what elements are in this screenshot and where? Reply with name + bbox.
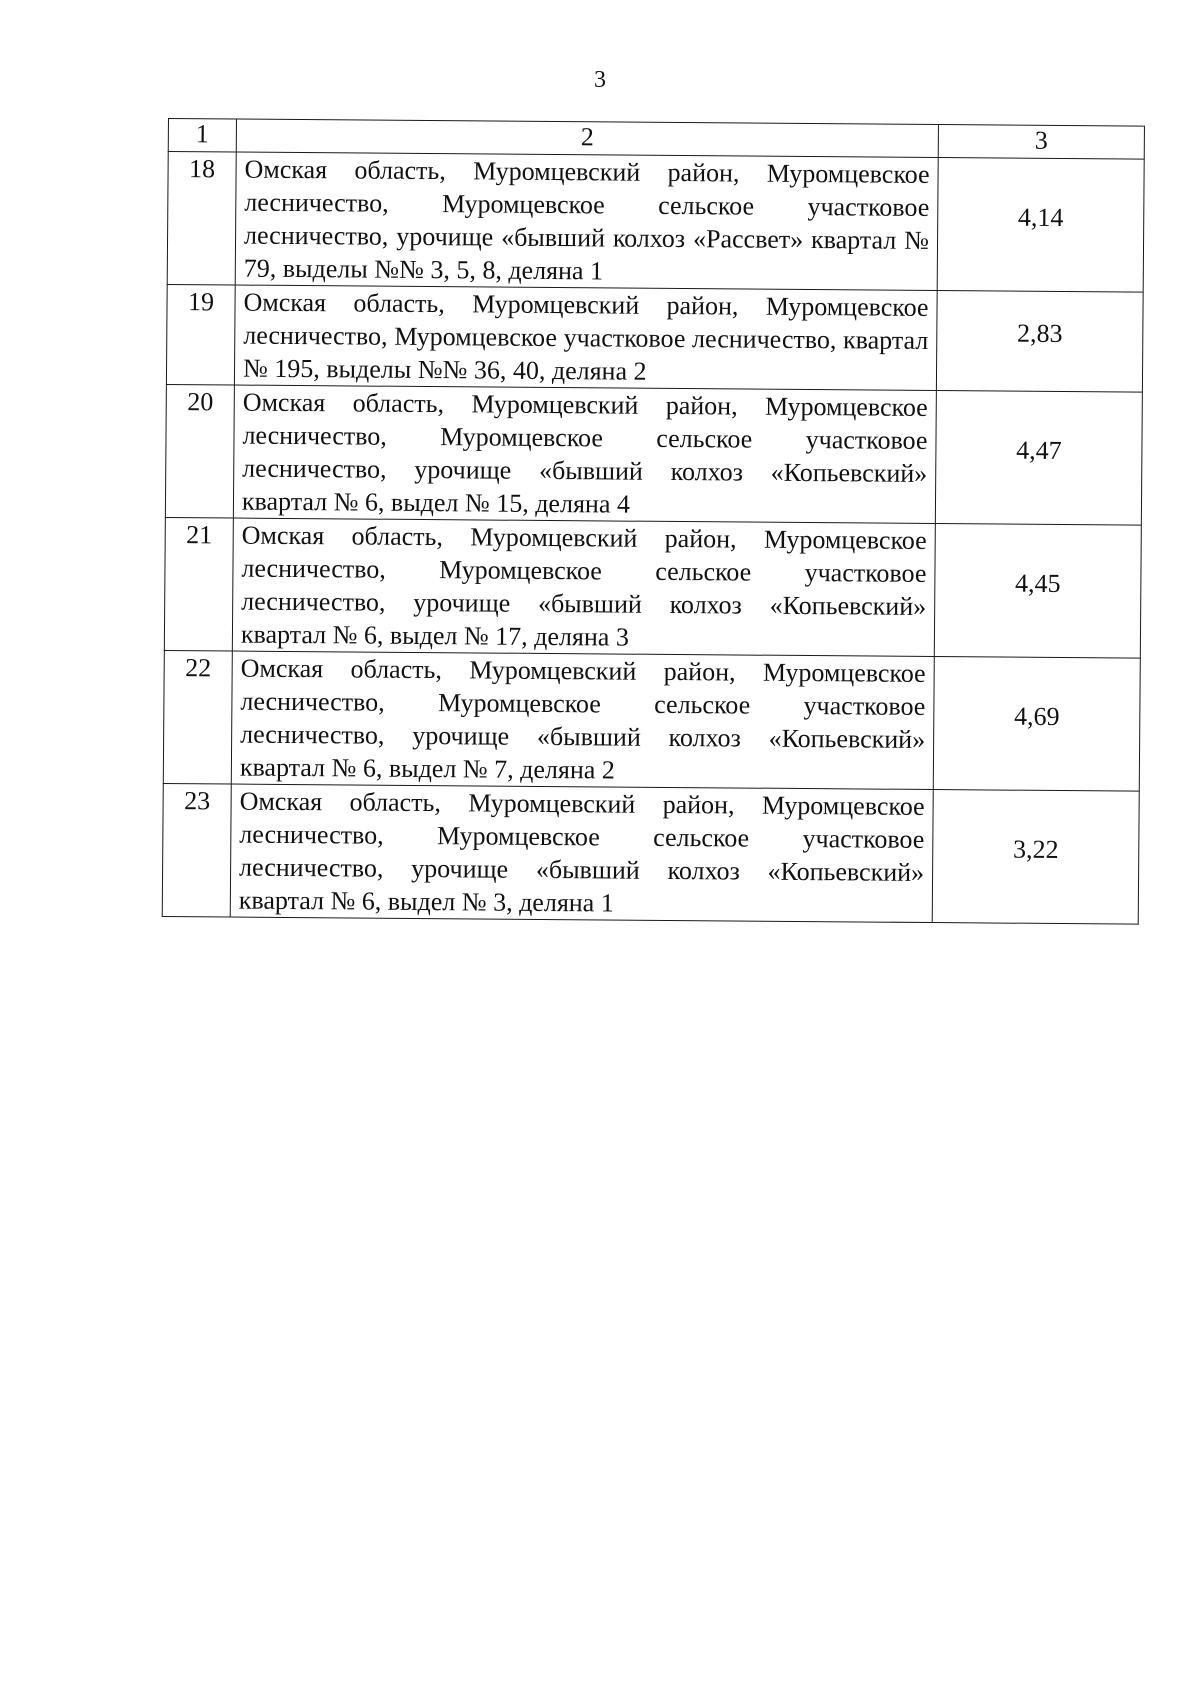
- row-location: Омская область, Муромцевский район, Муромцевское лесничество, Муромцевское сельское участковое лесничество, урочище «бывший колхоз «Копьевский» квартал № 6, выдел № 3, деляна 1: [230, 784, 933, 923]
- row-area-cell: [936, 291, 1143, 393]
- row-area: 3,22: [1012, 834, 1059, 864]
- row-area: 2,83: [1016, 318, 1063, 349]
- table-row: [165, 384, 1142, 525]
- row-number: 21: [164, 517, 233, 651]
- column-header-number: 1: [168, 119, 236, 153]
- row-number: 20: [165, 384, 234, 518]
- row-area: 4,69: [1013, 701, 1060, 731]
- row-location: Омская область, Муромцевский район, Муромцевское лесничество, Муромцевское участковое лесничество, квартал № 195, выделы №№ 36, 40, деляна 2: [234, 285, 937, 391]
- row-location: Омская область, Муромцевский район, Муромцевское лесничество, Муромцевское сельское участковое лесничество, урочище «бывший колхоз «Копьевский» квартал № 6, выдел № 17, деляна 3: [232, 518, 935, 657]
- table-row: [162, 783, 1139, 924]
- row-number: 19: [166, 284, 235, 385]
- column-header-area: 3: [938, 125, 1144, 160]
- row-number: 23: [162, 783, 231, 917]
- column-header-location: 2: [236, 119, 938, 158]
- row-area-cell: [932, 790, 1139, 925]
- table-row: [164, 517, 1141, 658]
- row-area: 4,47: [1016, 435, 1062, 465]
- row-area: 4,45: [1015, 568, 1061, 598]
- row-number: 18: [167, 152, 236, 286]
- row-area-cell: [935, 391, 1142, 526]
- row-location: Омская область, Муромцевский район, Муромцевское лесничество, Муромцевское сельское участковое лесничество, урочище «бывший колхоз «Рассвет» квартал № 79, выделы №№ 3, 5, 8, деляна 1: [235, 152, 938, 291]
- table-row: [167, 152, 1144, 293]
- table-row: [166, 284, 1143, 392]
- land-plots-table: [162, 118, 1145, 925]
- table-row: [163, 650, 1140, 791]
- row-area-cell: [937, 158, 1144, 293]
- row-number: 22: [163, 650, 232, 784]
- row-area-cell: [934, 524, 1141, 659]
- row-location: Омская область, Муромцевский район, Муромцевское лесничество, Муромцевское сельское участковое лесничество, урочище «бывший колхоз «Копьевский» квартал № 6, выдел № 7, деляна 2: [231, 651, 934, 790]
- row-location: Омская область, Муромцевский район, Муромцевское лесничество, Муромцевское сельское участковое лесничество, урочище «бывший колхоз «Копьевский» квартал № 6, выдел № 15, деляна 4: [233, 385, 936, 524]
- page-number: 3: [594, 67, 606, 93]
- row-area-cell: [933, 657, 1140, 792]
- row-area: 4,14: [1017, 202, 1064, 232]
